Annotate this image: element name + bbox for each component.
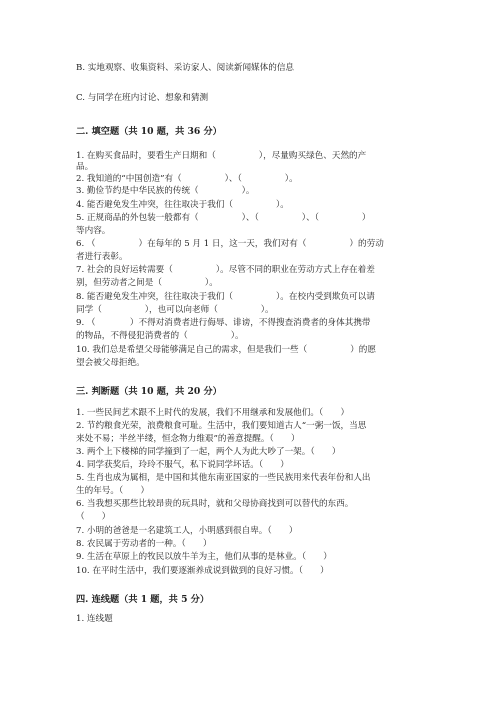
connect-section-title: 四. 连线题（共 1 题，共 5 分） [76, 594, 210, 605]
fill-line: 别，但劳动者之间是（ ）。 [76, 278, 218, 288]
fill-line: 8. 能否避免发生冲突，往往取决于我们（ ）。在校内受到欺负可以请 [76, 292, 375, 302]
judge-line: 9. 生活在草原上的牧民以放牛羊为主，他们从事的是林业。（ ） [76, 552, 332, 562]
fill-line: 者进行表彰。 [76, 252, 128, 262]
fill-line: 的物品，不得侵犯消费者的（ ）。 [76, 331, 244, 341]
judge-line: 3. 两个上下楼梯的同学撞到了一起，两个人为此大吵了一架。（ ） [76, 447, 341, 457]
fill-line: 2. 我知道的“中国创造”有（ ）、（ ）。 [76, 174, 298, 184]
fill-section-title: 二. 填空题（共 10 题，共 36 分） [76, 126, 222, 137]
judge-section-title: 三. 判断题（共 10 题，共 20 分） [76, 386, 222, 397]
connect-line: 1. 连线题 [76, 614, 113, 624]
judge-line: 1. 一些民间艺术跟不上时代的发展，我们不用继承和发展他们。（ ） [76, 408, 350, 418]
option-c: C. 与同学在班内讨论、想象和猜测 [76, 93, 209, 103]
fill-line: 同学（ ），也可以向老师（ ）。 [76, 305, 274, 315]
fill-line: 6. （ ）在每年的 5 月 1 日，这一天，我们对有（ ）的劳动 [76, 239, 384, 249]
fill-line: 4. 能否避免发生冲突，往往取决于我们（ ）。 [76, 200, 289, 210]
fill-line: 9. （ ）不得对消费者进行侮辱、诽谤，不得搜查消费者的身体其携带 [76, 318, 371, 328]
fill-line: 10. 我们总是希望父母能够满足自己的需求，但是我们一些（ ）的愿 [76, 345, 376, 355]
judge-line: 7. 小明的爸爸是一名建筑工人，小明感到很自卑。（ ） [76, 526, 298, 536]
judge-line: 6. 当我想买那些比较昂贵的玩具时，就和父母协商找到可以替代的东西。 [76, 499, 354, 509]
fill-line: 1. 在购买食品时，要看生产日期和（ ），尽量购买绿色、天然的产 [76, 151, 367, 161]
fill-line: 望会被父母拒绝。 [76, 358, 145, 368]
judge-line: 5. 生肖也成为属相，是中国和其他东南亚国家的一些民族用来代表年份和人出 [76, 473, 371, 483]
fill-line: 品。 [76, 162, 94, 172]
option-b: B. 实地观察、收集资料、采访家人、阅读新闻媒体的信息 [76, 63, 295, 73]
judge-line: 8. 农民属于劳动者的一种。（ ） [76, 539, 212, 549]
fill-line: 5. 正规商品的外包装一般都有（ ）、（ ）、（ ） [76, 213, 371, 223]
judge-line: （ ） [76, 512, 111, 522]
judge-line: 生的年号。（ ） [76, 486, 150, 496]
judge-line: 10. 在平时生活中，我们要逐渐养成说到做到的良好习惯。（ ） [76, 566, 329, 576]
fill-line: 3. 勤俭节约是中华民族的传统（ ）。 [76, 186, 255, 196]
fill-line: 7. 社会的良好运转需要（ ）。尽管不同的职业在劳动方式上存在着差 [76, 265, 375, 275]
judge-line: 4. 同学获奖后，玲玲不服气，私下说同学坏话。（ ） [76, 460, 289, 470]
fill-line: 等内容。 [76, 226, 111, 236]
judge-line: 来处不易；半丝半缕，恒念物力维艰”的善意提醒。（ ） [76, 434, 300, 444]
judge-line: 2. 节约粮食光荣，浪费粮食可耻。生活中，我们要知道古人“一粥一饭，当思 [76, 421, 367, 431]
